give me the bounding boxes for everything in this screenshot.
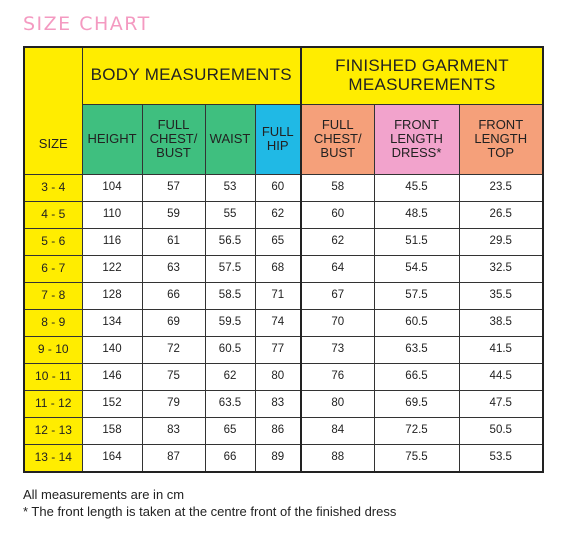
size-cell: 11 - 12: [24, 390, 82, 417]
waist-cell: 59.5: [205, 309, 255, 336]
table-row: [24, 309, 543, 336]
chest-cell: 69: [142, 309, 205, 336]
dress-length-cell: 54.5: [374, 255, 459, 282]
table-row: [24, 282, 543, 309]
waist-cell: 62: [205, 363, 255, 390]
height-cell: 152: [82, 390, 142, 417]
hip-cell: 60: [255, 174, 301, 201]
height-cell: 158: [82, 417, 142, 444]
hip-cell: 77: [255, 336, 301, 363]
garment-chest-cell: 60: [301, 201, 374, 228]
height-cell: 164: [82, 444, 142, 472]
size-cell: 8 - 9: [24, 309, 82, 336]
column-header-row: [24, 104, 543, 174]
dress-length-cell: 45.5: [374, 174, 459, 201]
height-cell: 122: [82, 255, 142, 282]
page-title: SIZE CHART: [23, 13, 151, 35]
units-note: All measurements are in cm: [23, 487, 185, 502]
table-row: [24, 336, 543, 363]
garment-chest-cell: 58: [301, 174, 374, 201]
chest-cell: 59: [142, 201, 205, 228]
garment-chest-cell: 64: [301, 255, 374, 282]
top-length-cell: 38.5: [459, 309, 543, 336]
garment-chest-cell: 80: [301, 390, 374, 417]
size-header: SIZE: [24, 47, 82, 174]
hip-cell: 65: [255, 228, 301, 255]
group-header-row: [24, 47, 543, 104]
dress-length-cell: 72.5: [374, 417, 459, 444]
garment-full-chest-bust-header: FULL CHEST/ BUST: [301, 104, 374, 174]
waist-cell: 57.5: [205, 255, 255, 282]
top-length-cell: 50.5: [459, 417, 543, 444]
garment-chest-cell: 84: [301, 417, 374, 444]
table-row: [24, 444, 543, 472]
chest-cell: 61: [142, 228, 205, 255]
waist-cell: 56.5: [205, 228, 255, 255]
chest-cell: 72: [142, 336, 205, 363]
top-length-cell: 32.5: [459, 255, 543, 282]
table-row: [24, 363, 543, 390]
top-length-cell: 26.5: [459, 201, 543, 228]
waist-cell: 65: [205, 417, 255, 444]
front-length-dress-header: FRONT LENGTH DRESS*: [374, 104, 459, 174]
dress-length-cell: 57.5: [374, 282, 459, 309]
chest-cell: 83: [142, 417, 205, 444]
size-cell: 7 - 8: [24, 282, 82, 309]
height-cell: 146: [82, 363, 142, 390]
table-row: [24, 174, 543, 201]
height-cell: 116: [82, 228, 142, 255]
garment-chest-cell: 73: [301, 336, 374, 363]
height-cell: 128: [82, 282, 142, 309]
top-length-cell: 53.5: [459, 444, 543, 472]
waist-cell: 55: [205, 201, 255, 228]
height-header: HEIGHT: [82, 104, 142, 174]
hip-cell: 68: [255, 255, 301, 282]
size-cell: 9 - 10: [24, 336, 82, 363]
table-row: [24, 390, 543, 417]
dress-length-cell: 48.5: [374, 201, 459, 228]
garment-chest-cell: 70: [301, 309, 374, 336]
body-measurements-header: BODY MEASUREMENTS: [82, 47, 301, 104]
hip-cell: 83: [255, 390, 301, 417]
waist-cell: 66: [205, 444, 255, 472]
garment-chest-cell: 88: [301, 444, 374, 472]
dress-length-cell: 60.5: [374, 309, 459, 336]
garment-chest-cell: 76: [301, 363, 374, 390]
top-length-cell: 44.5: [459, 363, 543, 390]
chest-cell: 87: [142, 444, 205, 472]
front-length-top-header: FRONT LENGTH TOP: [459, 104, 543, 174]
dress-length-cell: 75.5: [374, 444, 459, 472]
hip-cell: 74: [255, 309, 301, 336]
chest-cell: 75: [142, 363, 205, 390]
height-cell: 134: [82, 309, 142, 336]
waist-cell: 58.5: [205, 282, 255, 309]
chest-cell: 63: [142, 255, 205, 282]
size-cell: 10 - 11: [24, 363, 82, 390]
size-chart-table: [23, 46, 544, 473]
chest-cell: 66: [142, 282, 205, 309]
dress-length-cell: 63.5: [374, 336, 459, 363]
garment-chest-cell: 67: [301, 282, 374, 309]
size-cell: 3 - 4: [24, 174, 82, 201]
table-row: [24, 201, 543, 228]
waist-header: WAIST: [205, 104, 255, 174]
waist-cell: 63.5: [205, 390, 255, 417]
table-row: [24, 255, 543, 282]
top-length-cell: 35.5: [459, 282, 543, 309]
dress-length-cell: 51.5: [374, 228, 459, 255]
hip-cell: 80: [255, 363, 301, 390]
hip-cell: 62: [255, 201, 301, 228]
chest-cell: 57: [142, 174, 205, 201]
footnotes: [23, 486, 396, 520]
waist-cell: 53: [205, 174, 255, 201]
dress-length-cell: 69.5: [374, 390, 459, 417]
height-cell: 110: [82, 201, 142, 228]
waist-cell: 60.5: [205, 336, 255, 363]
size-cell: 4 - 5: [24, 201, 82, 228]
front-length-note: * The front length is taken at the centre front of the finished dress: [23, 504, 397, 519]
size-rows: [24, 174, 543, 472]
hip-cell: 86: [255, 417, 301, 444]
chest-cell: 79: [142, 390, 205, 417]
dress-length-cell: 66.5: [374, 363, 459, 390]
size-cell: 12 - 13: [24, 417, 82, 444]
top-length-cell: 47.5: [459, 390, 543, 417]
size-cell: 5 - 6: [24, 228, 82, 255]
garment-chest-cell: 62: [301, 228, 374, 255]
size-cell: 13 - 14: [24, 444, 82, 472]
height-cell: 140: [82, 336, 142, 363]
size-cell: 6 - 7: [24, 255, 82, 282]
table-row: [24, 228, 543, 255]
hip-cell: 89: [255, 444, 301, 472]
top-length-cell: 41.5: [459, 336, 543, 363]
top-length-cell: 23.5: [459, 174, 543, 201]
table-row: [24, 417, 543, 444]
height-cell: 104: [82, 174, 142, 201]
full-hip-header: FULL HIP: [255, 104, 301, 174]
full-chest-bust-header: FULL CHEST/ BUST: [142, 104, 205, 174]
top-length-cell: 29.5: [459, 228, 543, 255]
finished-garment-header: FINISHED GARMENT MEASUREMENTS: [301, 47, 543, 104]
hip-cell: 71: [255, 282, 301, 309]
